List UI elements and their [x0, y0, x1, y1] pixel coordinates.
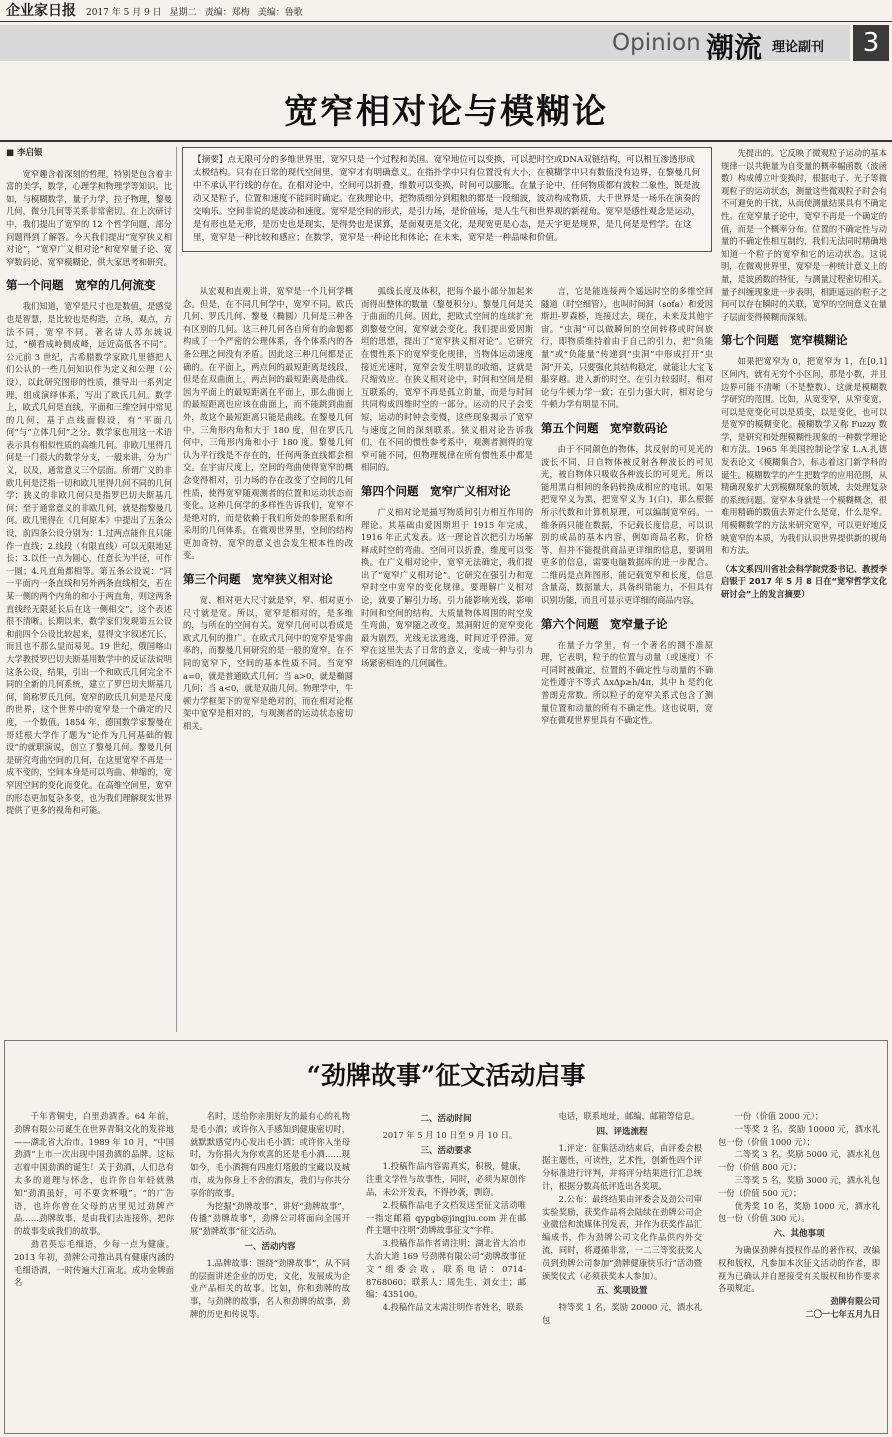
page-number: 3: [853, 25, 889, 61]
abstract-box: [182, 147, 712, 269]
section-text-5: 由于不同颜色的物体，其反射的可见光的波长不同，日自物体被反射各种波长的可见光，被自物体只吸收各种波长的可见光。所以能用黑白相间的条码转换成相应的电讯。如果把宽窄义为黑，把宽窄义为 1(白)，那么根据所示代数和计算机原理，可以编制宽窄码。一维条码只能在数据，不记载长度信息，可以识别的成品的基本内容，例如商品名称，价格等，但并不能提供商品更详细的信息，要调用更多的信息，需要电脑数据库的进一步配合。二维码是点阵图形，能记载宽窄和长度，信息含量高，数据量大，具备纠错能力，不但具有识别功能，而且可显示更详细的商品内容。: [541, 443, 713, 606]
section-heading-4: 第四个问题 宽窄广义相对论: [361, 483, 511, 498]
notice-intro-2: 劲君英忘毛细语，少每一点为健康。2013 年初，劲牌公司推出具有健康内涵的毛细语酒，一时传遍大江南北。成功金牌面名: [14, 1238, 174, 1288]
title-rule: [0, 140, 892, 142]
section-text-1: 我们知道，宽窄是尺寸也是数值，是感觉也是智慧，是比较也是构造，立场，观点，方法不同，宽窄不同。著名诗人苏东坡说过，“横看成岭侧成峰，远近高低各不同”。公元前 3 世纪，古希腊数学家欧几里德把人们公认的一些几何知识作为定义和公理（公设），以此研究图形的性质，推导出一系列定理，组成演绎体系，写出了欧氏几何。数学上，欧式几何是直线，平面和三维空间中常见的几何，基于点线面假设，有“平面几何”与“立体几何”之分。数学家也用这一术语表示具有相似性质的高维几何。非欧几里得几何是一门很大的数学分支，一般来讲，分为广义，以及，通常意义三个层面。所谓广义的非欧几何是泛指一切和欧几里得几何不同的几何学；狭义的非欧几何只是指罗巴切夫斯基几何；至于通常意义的非欧几何，就是指黎曼几何。欧几里得在《几何原本》中提出了五条公设，前四条公设分别为：1.过两点能作且只能作一直线；2.线段（有限直线）可以无限地延长；3.以任一点为圆心，任意长为半径，可作一圆；4.凡直角都相等。第五条公设说：“同一平面内一条直线和另外两条直线相交，若在某一侧的两个内角的和小于两直角，则这两条直线经无限延长后在这一侧相交”。这个表述很不清晰。长期以来，数学家们发现第五公设和前四个公设比较起来，显得文字叙述冗长，而且也不那么显而易见。19 世纪，俄国喀山大学教授罗巴切夫斯基用数学中的反证法说明这条公设，结果，引出一个和欧氏几何完全不同的全新的几何系统，建立了罗巴切夫斯基几何，简称罗氏几何。宽窄的欧氏几何是是尺度的世界，这个世界中的宽窄是一个确定的尺度，一个数值。1854 年，德国数学家黎曼在哥廷根大学作了题为“论作为几何基础的假设”的就职演说，创立了黎曼几何。黎曼几何是研究弯曲空间的几何，在这里宽窄不再是一成不变的，空间本身是可以弯曲、伸缩的，宽窄因空间的变化而变化。在高维空间里，宽窄的形态更加复杂多变，也为我们理解现实世界提供了更多的视角和可能。: [6, 301, 172, 816]
issue-date: 2017 年 5 月 9 日: [86, 8, 162, 18]
notice-column-3: [366, 1110, 526, 1430]
notice-heading-awards: 五、奖项设置: [596, 1286, 648, 1297]
notice-heading-content: 一、活动内容: [244, 1241, 296, 1252]
notice-column-1: [14, 1110, 174, 1430]
notice-heading-time: 二、活动时间: [420, 1114, 472, 1124]
article-intro: 宽窄趣含着深刻的哲理，特别是包含着丰富的美学，数学，心理学和物理学等知识。比如，与模糊数学，量子力学，拉子物理，黎曼几何，微分几何等关系非常密切。在上次研讨中，我们提出了宽窄的 12 个哲学问题，部分问题得到了解答。今天我们提出“宽窄狭义相对论”，“宽窄广义相对论”和宽窄量子论、宽窄数码论、宽窄模糊论，供大家思考和研究。: [6, 168, 172, 267]
notice-req-4-cont: 电话，联系地址，邮编，邮箱等信息。: [558, 1111, 700, 1121]
article-column-2: [183, 285, 353, 1032]
section-heading-5: 第五个问题 宽窄数码论: [541, 420, 668, 435]
notice-intro: 千年青铜史，白里劲酒香。64 年前，劲牌有限公司诞生在世界青铜文化的发祥地——湖北省大冶市。1989 年 10 月，“中国劲酒”上市一次出现中国劲酒的品牌。这标志着中国劲酒的诞生！关于劲酒，人们总有太多的道理与怀念，也许你自年轻就熟知“劲酒虽好，可不要贪杯哦”。“的广告语，也许你曾在父母的店里见过劲牌产品……劲牌故事，是由我们去连接你，把你的故事变成我们的故事。: [14, 1111, 174, 1237]
article-column-5: [721, 147, 887, 1032]
column-divider: [176, 147, 177, 1032]
section-text-4: 广义相对论是描写物质间引力相互作用的理论。其基础由爱因斯坦于 1915 年完成，1916 年正式发表。这一理论首次把引力场解释成时空的弯曲。空间可以折叠，维度可以变换。在广义相对论中，宽窄无法确定，我们提出了“宽窄广义相对论”。它研究在强引力和宽窄时空中宽窄的变化规律。要理解广义相对论，就要了解引力场。引力能影响光线，影响时间和空间的结构。大质量物体周围的时空发生弯曲，宽窄随之改变。黑洞附近的宽窄变化最为剧烈，光线无法逃逸，时间近乎停滞。宽窄在这里失去了日常的意义，变成一种与引力场紧密相连的几何属性。: [361, 506, 533, 669]
notice-intro-4: 为挖掘“劲牌故事”，讲好“劲牌故事”，传播“劲牌故事”，劲牌公司将面向全国开展“劲牌故事”征文活动。: [190, 1200, 350, 1237]
article-column-4: [541, 285, 713, 1032]
section-heading-6: 第六个问题 宽窄量子论: [541, 616, 668, 631]
notice-heading-selection: 四、评选流程: [596, 1126, 648, 1137]
section-banner: [0, 22, 892, 66]
article-author: ■ 李启银: [6, 148, 43, 158]
notice-time-text: 2017 年 5 月 10 日至 9 月 10 日。: [382, 1129, 518, 1140]
notice-award-second: 二等奖 3 名，奖励 5000 元，酒水礼包一份（价值 800 元）；: [718, 1149, 880, 1173]
notice-selection-2: 2.公布：最终结果由评委会及劲公司审实验奖励，获奖作品将会陆续在劲牌公司企业微信和流媒体刊发表，并作为获奖作品汇编成书，作为劲牌公司文化作品供内外交流，同时，将遵循非常，一二三等奖获奖人员到劲牌公司参加“劲牌健康快乐行”活动暨颁奖仪式（必须获奖本人参加）。: [542, 1193, 702, 1281]
designer-credit: 美编：鲁歌: [257, 8, 303, 18]
subsection-name: 理论副刊: [772, 40, 825, 55]
notice-title: “劲牌故事”征文活动启事: [306, 1061, 586, 1090]
notice-content-text: 1.品牌故事：围绕“劲牌故事”，从不同的层面讲述企业的历史，文化，发展成为企业产品相关的故事。比如，你和劲牌的故事，与劲牌的故事，名人和劲牌的故事，劲牌的历史和传说等。: [190, 1257, 350, 1319]
section-heading-7: 第七个问题 宽窄模糊论: [721, 333, 848, 348]
notice-heading-other: 六、其他事项: [773, 1229, 825, 1240]
section-text-6: 在量子力学里，有一个著名的测不准原理，它表明，粒子的位置与动量（或速度）不可同时被确定，位置的不确定性与动量的不确定性遵守不等式 ΔxΔp≥h/4π，其中 h 是约化普朗克常数。所以粒子的宽窄关系式包含了测量位置和动量的所有不确定性。这也说明，宽窄在微观世界里具有不确定性。: [541, 639, 713, 726]
notice-req-3: 3.投稿作品作者请注明：湖北省大冶市大冶大道 169 号劲牌有限公司“劲牌故事征文”组委会收，联系电话：0714-8768060；联系人：周先生、刘女士；邮编：435100。: [366, 1238, 526, 1300]
notice-award-grand-cont: 一份（价值 2000 元）；: [734, 1111, 824, 1121]
issue-weekday: 星期二: [169, 8, 197, 18]
article-column-3: [361, 285, 533, 1032]
notice-req-4: 4.投稿作品文末需注明作者姓名，联系: [382, 1302, 524, 1313]
notice-date: 二〇一七年五月九日: [805, 1309, 880, 1320]
masthead: [0, 0, 892, 22]
notice-award-grand: 特等奖 1 名，奖励 20000 元，酒水礼包: [542, 1302, 702, 1325]
notice-organizer: 劲牌有限公司: [830, 1296, 880, 1307]
section-name-cn: 潮流: [706, 31, 763, 64]
notice-column-4: [542, 1110, 702, 1430]
section-text-4-cont: 言，它是能连接两个遥远时空的多维空间隧道（时空细管），也叫时间洞（sofa）和爱因斯坦-罗森桥，连接过去，现在，未来及其他宇宙。“虫洞”可以做瞬间的空间转移或时间旅行，即物质维持着由于自己的引力，把“负能量”或“负能量”传递到“虫洞”中形成打开“虫洞”开关，只要强化其结构稳定，就能让大宝飞船穿越。进入新的时空。在引力较弱时，相对论与牛顿力学一致；在引力强大时，相对论与牛顿力学有明显不同。: [541, 286, 713, 410]
notice-req-2: 2.投稿作品电子文档发送至征文活动唯一指定邮箱 qypgb@jingjiu.com 并在邮件主题中注明“劲牌故事征文”字样。: [366, 1199, 526, 1236]
newspaper-logo: 企业家日报: [6, 3, 76, 19]
notice-intro-3: 名时，送给你亲朋好友的最有心的礼物是毛小酒；或许你入手感知到健康密切时，就默默感觉内心发出毛小酒；或许你入坐母时，为你捐火为你欢喜的还是毛小酒……现如今，毛小酒拥有四座灯塔般的宝藏以及城市，成为你身上不舍的酒友，我们与你共分享你的故事。: [190, 1111, 350, 1198]
section-heading-3: 第三个问题 宽窄狭义相对论: [183, 572, 333, 587]
section-text-7: 如果把宽窄为 0，把宽窄为 1，在[0,1]区间内，就有无穷个小区间，那是小数，并且边界可能不清晰（不是整数），这就是模糊数学研究的范围。比如，从宽变窄，从窄变宽，可以是宽变化可以是质变，以是变化，也可以是宽窄的模糊变化。模糊数学又称 Fuzzy 数学，是研究和处理模糊性现象的一种数学理论和方法。1965 年美国控制论学家 L.A.扎德发表论文《模糊集合》，标志着这门新学科的诞生。模糊数学的产生把数学的应用范围，从精确现象扩大到模糊现象的领域，去处理复杂的系统问题。宽窄本身就是一个模糊概念，很难用精确的数值去界定什么是宽，什么是窄。用模糊数学的方法来研究宽窄，可以更好地反映宽窄的本质，为我们认识世界提供新的视角和方法。: [721, 356, 887, 556]
article-source-note: （本文系四川省社会科学院党委书记、教授李启银于 2017 年 5 月 8 日在“宽窄哲学文化研讨会”上的发言摘要）: [721, 563, 887, 599]
editor-credit: 责编：郑梅: [204, 8, 250, 18]
notice-column-2: [190, 1110, 350, 1430]
section-text-3-cont: 弧线长度及体积，把每个最小部分加起来而得出整体的数量（黎曼积分）。黎曼几何是关于曲面的几何。因此，把欧式空间的连续扩充到黎曼空间，宽窄就会变化。我们提出爱因斯坦的思想，提出了“宽窄狭义相对论”。它研究在惯性系下的宽窄变化规律，当物体运动速度接近光速时，宽窄会发生明显的收缩，这就是尺缩效应。在狭义相对论中，时间和空间是相互联系的，宽窄不再是孤立的量，而是与时间共同构成四维时空的一部分。运动的尺子会变短，运动的时钟会变慢，这些现象揭示了宽窄与速度之间的深刻联系。狭义相对论告诉我们，在不同的惯性参考系中，观测者测得的宽窄可能不同，但物理规律在所有惯性系中都是相同的。: [361, 286, 533, 473]
section-text-3: 宽、相对更大尺寸就是窄，窄、相对更小尺寸就是宽。所以，宽窄是相对的，是多维的，与所在的空间有关。宽窄几何可以看成是欧式几何的推广。在欧式几何中的宽窄是零曲率的，而黎曼几何研究的是一般的宽窄。在不同的宽窄下，空间的基本性质不同。当宽窄 a=0，就是普通欧式几何；当 a>0，就是椭圆几何；当 a<0，就是双曲几何。物理学中，牛顿力学框架下的宽窄是绝对的，而在相对论框架中宽窄是相对的，与观测者的运动状态密切相关。: [183, 595, 353, 731]
notice-column-5: [718, 1110, 880, 1430]
notice-req-1: 1.投稿作品内容需真实，积极，健康，注重文学性与故事性，同时，必须为原创作品，未公开发表，不得抄袭，剽窃。: [366, 1161, 526, 1197]
notice-award-third: 三等奖 5 名，奖励 3000 元，酒水礼包一份（价值 500 元）；: [718, 1174, 880, 1198]
notice-heading-requirements: 三、活动要求: [420, 1145, 472, 1156]
notice-selection-1: 1.评定：征集活动结束后，由评委会根据主题性，可读性，艺术性，创新性四个评分标准进行评判，并将评分结果进行汇总统计，根据分数高低评选出各奖项。: [542, 1142, 702, 1191]
notice-award-first: 一等奖 2 名，奖励 10000 元，酒水礼包一份（价值 1000 元）；: [718, 1123, 880, 1147]
notice-award-excellent: 优秀奖 10 名，奖励 1000 元，酒水礼包一份（价值 300 元）。: [718, 1200, 880, 1224]
article-column-1: [6, 147, 172, 1032]
section-heading-1: 第一个问题 宽窄的几何流变: [6, 278, 156, 293]
article-abstract: 【摘要】点无限可分的多维世界里，宽窄只是一个过程和美国。宽窄地位可以变换，可以把时空或DNA双链结构，可以相互渗透形成太极结构。只有在日常的现代空间里，宽窄才有明确意义。在指扑学中只有位置没有大小，在模糊学中只有数值没有边界，在黎曼几何中不承认平行线的存在。在相对论中，空间可以折叠，维数可以变换，时间可以膨胀。在量子论中，任何物质都有波粒二象性，既是波动又是粒子，位置和速度不能同时确定。在狭理论中，把物质细分到粗粮的都是一段细波，波动构成物质，大千世界是一场乐在演奏的交响乐。空间非说的是波动和速度。宽窄是空间的形式，是引力场，是价值场，是人生气和世界观的新视角。宽窄是感性观念是运动，是有形也是无形，是历史也是现实，是得势也是谋算，是面观更是文化，是现宽更是心态，是天宇更是规界，是几何是是哲学。在这里，宽窄是一种比较和感应；在数学，宽窄是一种论比和体论；在未来，宽窄是一种品味和价值。: [182, 147, 712, 252]
article-title: 宽窄相对论与模糊论: [284, 92, 608, 128]
notice-other-text: 为确保劲牌有授权作品的著作权，改编权和版权，凡参加本次征文活动的作者，即视为已确认并自愿接受有关版权和协作要求各项规定。: [718, 1244, 880, 1294]
section-text-2: 从宏观和直观上讲，宽窄是一个几何学概念。但是，在不同几何学中，宽窄不同。欧氏几何、罗氏几何、黎曼（椭圆）几何是三种各有区别的几何。这三种几何各自所有的命题都构成了一个严密的公理体系，各个体系内的各条公理之间没有矛盾。因此这三种几何都是正确的。在平面上，两点间的最短距离是线段，但是在双曲面上，两点间的最短距离是曲线。因为平面上的最短距离在平面上，那么曲面上的最短距离也应该在曲面上，而不能跳到曲面外，故这个最短距离只能是曲线。在黎曼几何中，三角形内角和大于 180 度，但在罗氏几何中，三角形内角和小于 180 度。黎曼几何认为平行线是不存在的，任何两条直线都会相交。在宇宙尺度上，空间的弯曲使得宽窄的概念变得相对，引力场的存在改变了空间的几何性质，使得宽窄随观测者的位置和运动状态而变化。这种几何学的多样性告诉我们，宽窄不是绝对的，而是依赖于我们所处的参照系和所采用的几何体系。在微观世界里，空间的结构更加奇特，宽窄的意义也会发生根本性的改变。: [183, 286, 353, 561]
section-name-en: Opinion: [612, 30, 701, 56]
section-text-6-cont: 先提出的。它反映了微观粒子运动的基本规律一以共轭量为自变量的概率幅函数（波函数）构成傅立叶变换时，根据电子、光子等微观粒子的运动状态，测量这些微观粒子时会有不可避免的干扰，从而使测量结果具有不确定性。在宽窄量子论中，宽窄不再是一个确定的值，而是一个概率分布。位置的不确定性与动量的不确定性相互制约，我们无法同时精确地知道一个粒子的宽窄和它的运动状态。这说明，在微观世界里，宽窄是一种统计意义上的量，是波函数的特征，与测量过程密切相关。量子纠缠现象进一步表明，相距遥远的粒子之间可以存在瞬时的关联，宽窄的空间意义在量子层面变得模糊而深刻。: [721, 148, 887, 322]
